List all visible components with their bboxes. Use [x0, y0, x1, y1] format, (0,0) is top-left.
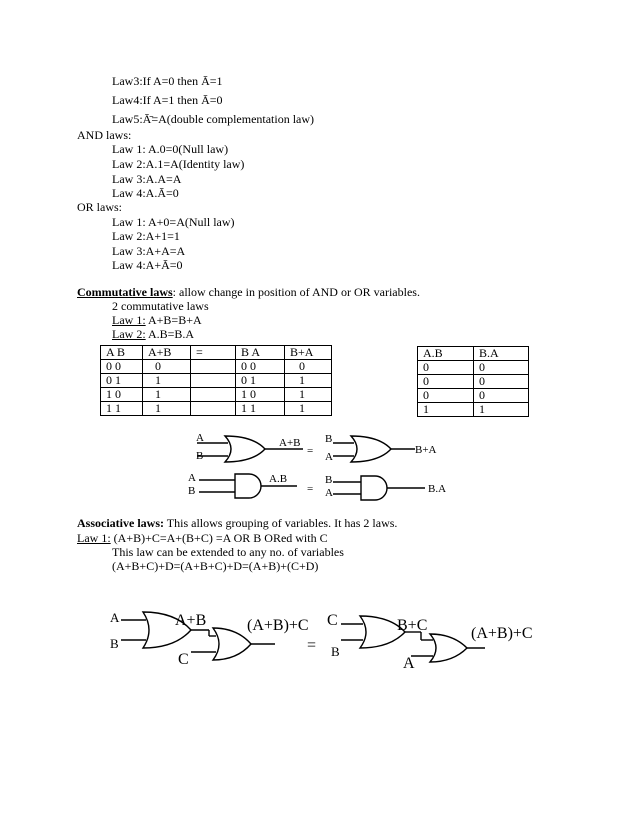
gate-input-label: A: [325, 487, 333, 499]
table-cell: 1: [143, 402, 191, 416]
commutative-law1-expr: A+B=B+A: [145, 313, 202, 327]
table-cell: 1 1: [236, 402, 285, 416]
gate-output-label: B+A: [415, 444, 437, 456]
or-law-3: Law 3:A+A=A: [112, 244, 186, 258]
associative-law1-expr: (A+B)+C=A+(B+C) =A OR B ORed with C: [110, 531, 328, 545]
and-law-1: Law 1: A.0=0(Null law): [112, 142, 229, 156]
gate-input-label: A: [110, 610, 120, 625]
and-law-3: Law 3:A.A=A: [112, 172, 182, 186]
table-cell: 0: [143, 360, 191, 374]
table-cell: 1: [143, 388, 191, 402]
associative-law1-label: Law 1:: [77, 531, 111, 545]
table-cell: 0 0: [101, 360, 143, 374]
table-row: [418, 389, 529, 403]
table-row: [418, 403, 529, 417]
table-row: [418, 375, 529, 389]
gate-input-label: B: [325, 474, 333, 486]
associative-law1: [77, 531, 328, 545]
law3-complement: Law3:If A=0 then Ā=1: [112, 74, 223, 88]
commutative-law2: [112, 327, 194, 341]
gate-input-label: B: [325, 433, 333, 445]
table-cell: [191, 388, 236, 402]
table-cell: 1: [143, 374, 191, 388]
table-cell: 1: [285, 374, 332, 388]
gate-input-label: C: [327, 612, 338, 629]
table-cell: 1: [285, 402, 332, 416]
associative-example: (A+B+C)+D=(A+B+C)+D=(A+B)+(C+D): [112, 559, 319, 573]
associative-description: This allows grouping of variables. It has 2 laws.: [164, 516, 398, 530]
and-gate-symbol: [235, 474, 261, 498]
gate-input-label: B: [331, 644, 340, 659]
table-cell: 1 0: [236, 388, 285, 402]
table-cell: 0 1: [236, 374, 285, 388]
or-gate-symbol: [430, 634, 467, 662]
or-law-4: Law 4:A+Ā=0: [112, 258, 183, 272]
commutative-or-truth-table: [100, 345, 332, 416]
gate-input-label: A: [325, 451, 333, 463]
equals-sign: =: [307, 445, 314, 457]
or-law-2: Law 2:A+1=1: [112, 229, 180, 243]
gate-input-label: B: [110, 636, 119, 651]
gate-input-label: B: [196, 450, 204, 462]
commutative-law1-label: Law 1:: [112, 313, 146, 327]
table-cell: 0 0: [236, 360, 285, 374]
commutative-count: 2 commutative laws: [112, 299, 209, 313]
or-gate-symbol: [213, 628, 251, 660]
gate-output-label: A+B: [175, 612, 207, 629]
table-row: [418, 361, 529, 375]
table-header-row: [418, 347, 529, 361]
table-cell: 0 1: [101, 374, 143, 388]
gate-input-label: A: [196, 432, 204, 444]
gate-output-label: B.A: [428, 483, 447, 495]
or-gate-symbol: [351, 436, 391, 462]
commutative-and-truth-table: [417, 346, 529, 417]
table-cell: 0: [285, 360, 332, 374]
table-cell: 0: [474, 361, 529, 375]
equals-sign: =: [307, 483, 314, 495]
gate-output-label: B+C: [397, 617, 428, 634]
gate-input-label: C: [178, 651, 189, 668]
table-cell: B.A: [474, 347, 529, 361]
and-law-4: Law 4:A.Ā=0: [112, 186, 179, 200]
table-cell: 0: [474, 375, 529, 389]
associative-gate-diagram: [105, 600, 535, 680]
table-row: [101, 388, 332, 402]
gate-output-label: (A+B)+C: [247, 617, 309, 634]
gate-input-label: A: [188, 472, 196, 484]
table-row: [101, 360, 332, 374]
gate-output-label: (A+B)+C: [471, 625, 533, 642]
table-cell: 1: [474, 403, 529, 417]
table-cell: 1: [285, 388, 332, 402]
gate-input-label: B: [188, 485, 196, 497]
law4-complement: Law4:If A=1 then Ā=0: [112, 93, 223, 107]
equals-sign: =: [307, 637, 317, 654]
table-header-row: [101, 346, 332, 360]
table-cell: [191, 402, 236, 416]
table-cell: =: [191, 346, 236, 360]
or-law-1: Law 1: A+0=A(Null law): [112, 215, 235, 229]
table-cell: 1: [418, 403, 474, 417]
table-cell: B A: [236, 346, 285, 360]
table-row: [101, 374, 332, 388]
gate-output-label: A+B: [279, 437, 301, 449]
table-cell: 1 0: [101, 388, 143, 402]
and-laws-heading: AND laws:: [77, 128, 132, 142]
commutative-line: [77, 285, 420, 299]
commutative-law1: [112, 313, 202, 327]
table-cell: [191, 374, 236, 388]
gate-input-label: A: [403, 655, 415, 672]
table-cell: A+B: [143, 346, 191, 360]
commutative-law2-expr: A.B=B.A: [145, 327, 195, 341]
commutative-law2-label: Law 2:: [112, 327, 146, 341]
table-cell: 1 1: [101, 402, 143, 416]
commutative-description: : allow change in position of AND or OR variables.: [172, 285, 420, 299]
table-cell: 0: [418, 389, 474, 403]
table-cell: A.B: [418, 347, 474, 361]
and-law-2: Law 2:A.1=A(Identity law): [112, 157, 245, 171]
associative-line: [77, 516, 397, 530]
table-cell: A B: [101, 346, 143, 360]
law5-double-complement: Law5:Ā̄=A(double complementation law): [112, 112, 315, 126]
associative-heading: Associative laws:: [77, 516, 164, 530]
or-gate-symbol: [225, 436, 265, 462]
commutative-gate-diagram: [185, 430, 465, 502]
table-cell: B+A: [285, 346, 332, 360]
associative-extend-text: This law can be extended to any no. of variables: [112, 545, 344, 559]
table-row: [101, 402, 332, 416]
or-laws-heading: OR laws:: [77, 200, 122, 214]
table-cell: [191, 360, 236, 374]
gate-output-label: A.B: [269, 473, 288, 485]
table-cell: 0: [418, 375, 474, 389]
table-cell: 0: [418, 361, 474, 375]
and-gate-symbol: [361, 476, 387, 500]
table-cell: 0: [474, 389, 529, 403]
commutative-heading: Commutative laws: [77, 285, 173, 299]
